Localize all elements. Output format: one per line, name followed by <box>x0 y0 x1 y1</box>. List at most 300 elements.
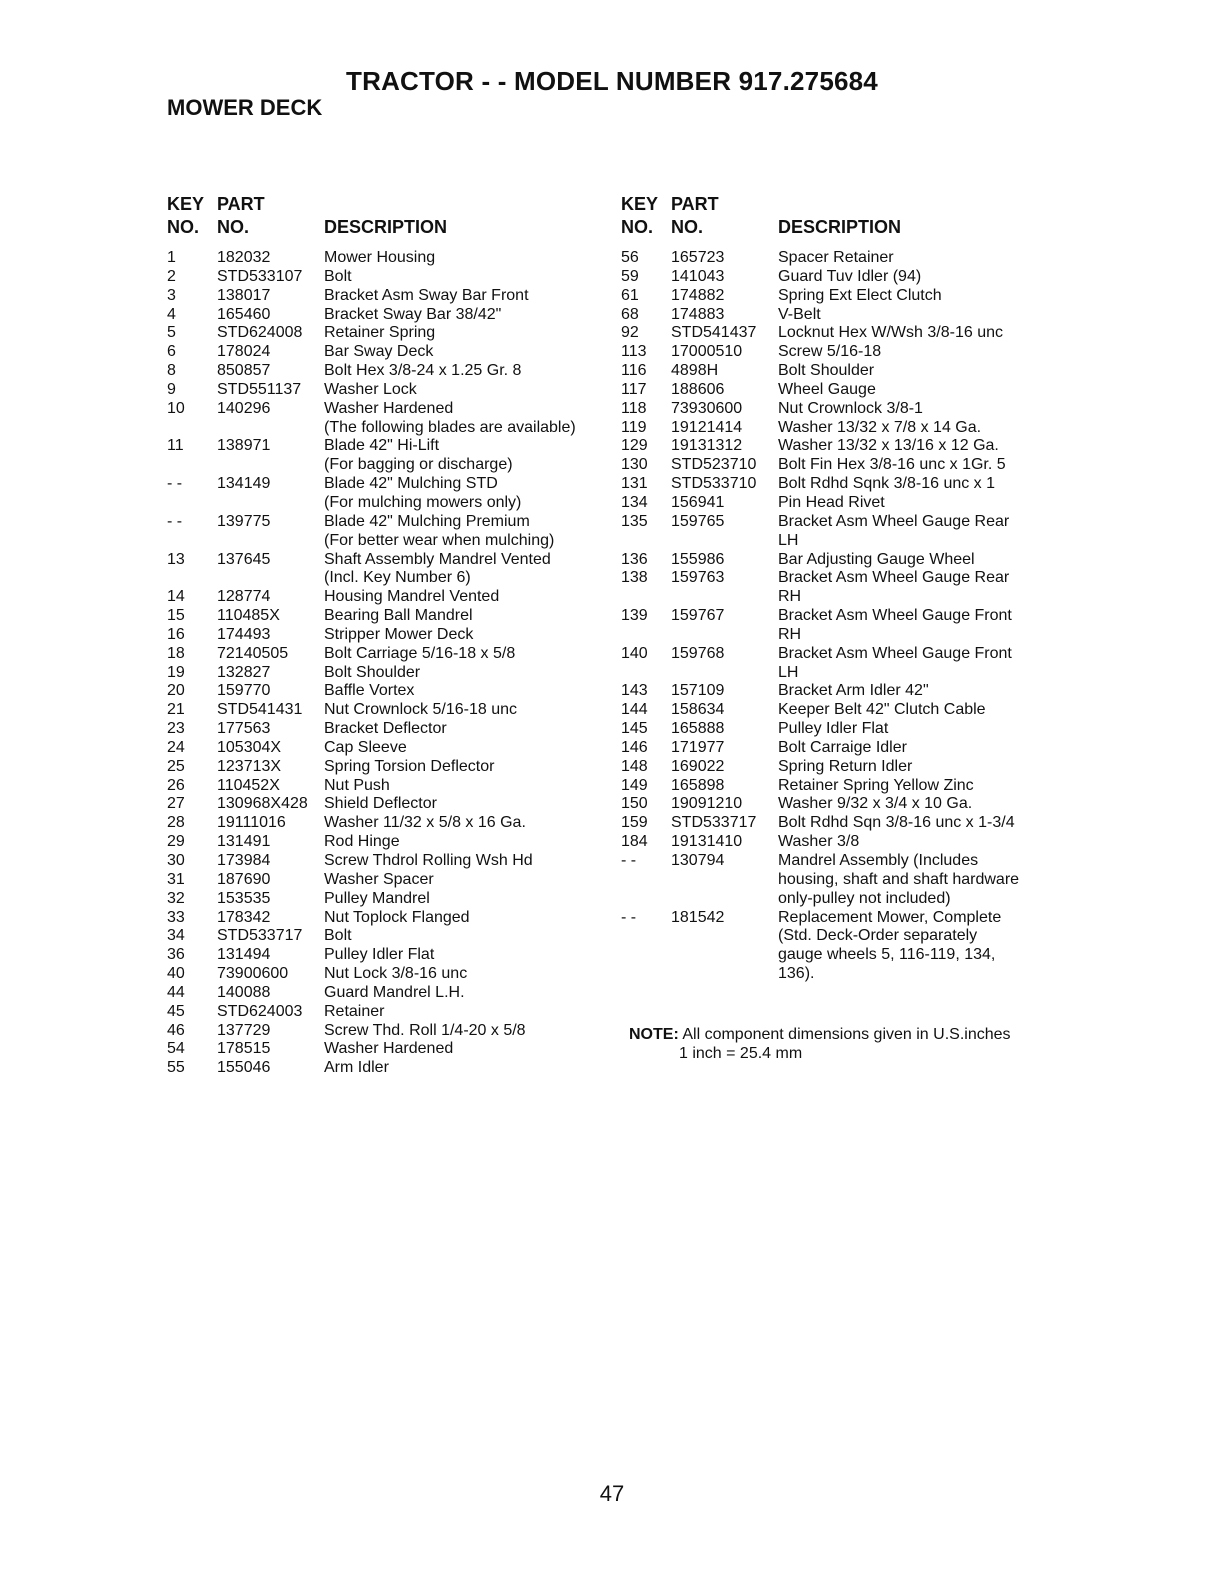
key-no: 45 <box>167 1002 185 1020</box>
description: Wheel Gauge <box>778 380 876 398</box>
part-no: 153535 <box>217 889 271 907</box>
key-no: 55 <box>167 1059 185 1077</box>
key-no: 138 <box>621 569 648 587</box>
description: (Incl. Key Number 6) <box>324 569 471 587</box>
description: Bracket Asm Wheel Gauge Rear <box>778 569 1010 587</box>
key-no: 27 <box>167 795 185 813</box>
key-no: 36 <box>167 946 185 964</box>
description: Nut Crownlock 3/8-1 <box>778 399 923 417</box>
description: Bracket Arm Idler 42" <box>778 682 929 700</box>
part-no: 156941 <box>671 493 725 511</box>
key-no: 145 <box>621 720 648 738</box>
part-no: STD533717 <box>671 814 757 832</box>
description: Nut Toplock Flanged <box>324 908 470 926</box>
part-no: 137729 <box>217 1021 271 1039</box>
page-title: TRACTOR - - MODEL NUMBER 917.275684 <box>346 66 878 96</box>
part-no: 165888 <box>671 720 725 738</box>
description: Shaft Assembly Mandrel Vented <box>324 550 551 568</box>
table-row <box>167 268 607 287</box>
description: Washer 13/32 x 13/16 x 12 Ga. <box>778 437 999 455</box>
description: Washer 9/32 x 3/4 x 10 Ga. <box>778 795 973 813</box>
table-row <box>621 400 1061 419</box>
description: Bracket Asm Wheel Gauge Front <box>778 644 1012 662</box>
column-header <box>167 194 607 242</box>
key-no: 34 <box>167 927 185 945</box>
table-row <box>621 626 1061 645</box>
part-no: STD541431 <box>217 701 303 719</box>
key-no: 184 <box>621 833 648 851</box>
description: Blade 42" Hi-Lift <box>324 437 440 455</box>
key-no: 159 <box>621 814 648 832</box>
part-no: 169022 <box>671 757 725 775</box>
part-no: 159770 <box>217 682 271 700</box>
table-row <box>621 287 1061 306</box>
part-no: 174882 <box>671 286 725 304</box>
key-no: 134 <box>621 493 648 511</box>
key-no: 139 <box>621 607 648 625</box>
table-row <box>167 852 607 871</box>
description: Bracket Asm Sway Bar Front <box>324 286 529 304</box>
part-no: 72140505 <box>217 644 289 662</box>
table-row <box>167 381 607 400</box>
description: Nut Crownlock 5/16-18 unc <box>324 701 517 719</box>
key-header-line2: NO. <box>167 217 200 237</box>
part-no: 137645 <box>217 550 271 568</box>
part-no: 178342 <box>217 908 271 926</box>
table-row <box>621 475 1061 494</box>
description: Arm Idler <box>324 1059 389 1077</box>
description: Bolt Rdhd Sqnk 3/8-16 unc x 1 <box>778 475 996 493</box>
key-no: 25 <box>167 757 185 775</box>
key-no: 61 <box>621 286 639 304</box>
part-no: 123713X <box>217 757 282 775</box>
key-no: - - <box>621 852 637 869</box>
table-row <box>167 871 607 890</box>
part-no: 138017 <box>217 286 271 304</box>
description: Bolt <box>324 927 352 945</box>
description: LH <box>778 663 799 681</box>
table-row <box>621 720 1061 739</box>
description: Shield Deflector <box>324 795 437 813</box>
key-no: 146 <box>621 738 648 756</box>
description: Nut Push <box>324 776 390 794</box>
table-row <box>621 927 1061 946</box>
description: RH <box>778 625 802 643</box>
parts-rows-left <box>167 249 607 1078</box>
key-no: 59 <box>621 267 639 285</box>
description: Washer Lock <box>324 380 417 398</box>
description: Bolt Shoulder <box>324 663 421 681</box>
description: Washer 13/32 x 7/8 x 14 Ga. <box>778 418 982 436</box>
key-no: 129 <box>621 437 648 455</box>
page-number: 47 <box>599 1481 625 1506</box>
part-no: STD541437 <box>671 324 757 342</box>
part-no: 140296 <box>217 399 271 417</box>
part-no: 110452X <box>217 776 280 794</box>
part-no: 158634 <box>671 701 725 719</box>
table-row <box>167 456 607 475</box>
key-no: 140 <box>621 644 648 662</box>
description: Nut Lock 3/8-16 unc <box>324 965 468 983</box>
part-no: 138971 <box>217 437 271 455</box>
description: RH <box>778 588 802 606</box>
table-row <box>621 249 1061 268</box>
key-no: 2 <box>167 267 176 285</box>
table-row <box>167 909 607 928</box>
key-no: 46 <box>167 1021 185 1039</box>
description: Bolt Rdhd Sqn 3/8-16 unc x 1-3/4 <box>778 814 1015 832</box>
table-row <box>621 362 1061 381</box>
table-row <box>621 965 1061 984</box>
key-no: 31 <box>167 870 185 888</box>
key-no: 14 <box>167 588 185 606</box>
description: Washer 11/32 x 5/8 x 16 Ga. <box>324 814 526 832</box>
part-no: STD533717 <box>217 927 303 945</box>
key-no: 54 <box>167 1040 185 1058</box>
description: Replacement Mower, Complete <box>778 908 1002 926</box>
description: Washer Spacer <box>324 870 434 888</box>
part-no: 132827 <box>217 663 271 681</box>
table-row <box>621 795 1061 814</box>
part-no: 165898 <box>671 776 725 794</box>
table-row <box>167 362 607 381</box>
key-no: 150 <box>621 795 648 813</box>
part-no: 73930600 <box>671 399 743 417</box>
key-no: 92 <box>621 324 639 342</box>
table-row <box>167 287 607 306</box>
key-no: 13 <box>167 550 185 568</box>
table-row <box>621 852 1061 871</box>
table-row <box>167 437 607 456</box>
description: Bolt <box>324 267 352 285</box>
table-row <box>621 268 1061 287</box>
key-no: 10 <box>167 399 185 417</box>
part-no: 141043 <box>671 267 725 285</box>
table-row <box>621 551 1061 570</box>
description: Screw 5/16-18 <box>778 343 882 361</box>
table-row <box>167 569 607 588</box>
table-row <box>621 833 1061 852</box>
table-row <box>621 645 1061 664</box>
part-header-line2: NO. <box>671 217 704 237</box>
part-no: 131491 <box>217 833 271 851</box>
part-no: STD523710 <box>671 456 757 474</box>
section-subtitle: MOWER DECK <box>167 95 323 120</box>
part-no: 159768 <box>671 644 725 662</box>
key-no: 118 <box>621 399 647 417</box>
description: Spring Ext Elect Clutch <box>778 286 942 304</box>
description: Spacer Retainer <box>778 249 894 266</box>
note-block <box>629 1025 1011 1063</box>
table-row <box>621 324 1061 343</box>
description: Bracket Deflector <box>324 720 447 738</box>
description: (For mulching mowers only) <box>324 493 522 511</box>
table-row <box>621 758 1061 777</box>
part-no: 174883 <box>671 305 725 323</box>
part-no: 134149 <box>217 475 271 493</box>
key-no: 6 <box>167 343 176 361</box>
table-row <box>621 909 1061 928</box>
description: Bracket Sway Bar 38/42" <box>324 305 502 323</box>
part-no: 19121414 <box>671 418 743 436</box>
part-no: 128774 <box>217 588 271 606</box>
part-no: 178024 <box>217 343 271 361</box>
description-header: DESCRIPTION <box>324 217 448 237</box>
key-no: 130 <box>621 456 648 474</box>
table-row <box>621 777 1061 796</box>
parts-rows-right <box>621 249 1061 984</box>
table-row <box>621 381 1061 400</box>
description: Pulley Idler Flat <box>324 946 435 964</box>
key-no: 56 <box>621 249 639 266</box>
description: Bar Sway Deck <box>324 343 434 361</box>
key-no: - - <box>621 908 637 926</box>
key-no: 136 <box>621 550 648 568</box>
key-no: 119 <box>621 418 647 436</box>
key-no: 9 <box>167 380 176 398</box>
key-no: 29 <box>167 833 185 851</box>
description: Retainer Spring <box>324 324 436 342</box>
description: Spring Torsion Deflector <box>324 757 495 775</box>
part-no: 139775 <box>217 512 271 530</box>
part-no: 155986 <box>671 550 725 568</box>
description: Housing Mandrel Vented <box>324 588 500 606</box>
part-no: STD533710 <box>671 475 757 493</box>
table-row <box>167 645 607 664</box>
key-no: 149 <box>621 776 648 794</box>
key-no: 5 <box>167 324 176 342</box>
part-no: 187690 <box>217 870 271 888</box>
table-row <box>167 984 607 1003</box>
description: Keeper Belt 42" Clutch Cable <box>778 701 986 719</box>
description: Mower Housing <box>324 249 436 266</box>
table-row <box>167 1059 607 1078</box>
description: Screw Thd. Roll 1/4-20 x 5/8 <box>324 1021 526 1039</box>
key-no: 8 <box>167 362 176 380</box>
table-row <box>621 343 1061 362</box>
part-no: 178515 <box>217 1040 271 1058</box>
table-row <box>621 588 1061 607</box>
table-row <box>621 890 1061 909</box>
part-no: 131494 <box>217 946 271 964</box>
key-no: 33 <box>167 908 185 926</box>
table-row <box>167 739 607 758</box>
table-row <box>167 494 607 513</box>
table-row <box>167 777 607 796</box>
description: Spring Return Idler <box>778 757 913 775</box>
table-row <box>167 306 607 325</box>
table-row <box>167 532 607 551</box>
key-no: 144 <box>621 701 648 719</box>
part-no: 188606 <box>671 380 725 398</box>
part-no: 159765 <box>671 512 725 530</box>
part-no: 130968X428 <box>217 795 308 813</box>
part-no: 159767 <box>671 607 725 625</box>
description: Guard Tuv Idler (94) <box>778 267 922 285</box>
description: Bracket Asm Wheel Gauge Front <box>778 607 1012 625</box>
part-no: 19111016 <box>217 814 286 832</box>
table-row <box>167 833 607 852</box>
part-no: 850857 <box>217 362 271 380</box>
description: Bracket Asm Wheel Gauge Rear <box>778 512 1010 530</box>
table-row <box>621 701 1061 720</box>
key-no: 117 <box>621 380 647 398</box>
table-row <box>167 664 607 683</box>
part-header-line1: PART <box>671 194 719 214</box>
key-no: - - <box>167 475 183 493</box>
part-no: STD551137 <box>217 380 302 398</box>
part-no: 17000510 <box>671 343 743 361</box>
column-header <box>621 194 1061 242</box>
table-row <box>167 890 607 909</box>
description: only-pulley not included) <box>778 889 951 907</box>
part-no: 173984 <box>217 852 271 869</box>
table-row <box>621 814 1061 833</box>
description: Bolt Hex 3/8-24 x 1.25 Gr. 8 <box>324 362 522 380</box>
table-row <box>621 946 1061 965</box>
part-no: 110485X <box>217 607 280 625</box>
description: Bolt Shoulder <box>778 362 875 380</box>
key-no: 26 <box>167 776 185 794</box>
table-row <box>167 701 607 720</box>
key-header-line2: NO. <box>621 217 654 237</box>
key-no: 143 <box>621 682 648 700</box>
key-no: 28 <box>167 814 185 832</box>
description: (For better wear when mulching) <box>324 531 555 549</box>
key-no: - - <box>167 512 183 530</box>
table-row <box>167 343 607 362</box>
description: Blade 42" Mulching STD <box>324 475 498 493</box>
table-row <box>621 664 1061 683</box>
description: Locknut Hex W/Wsh 3/8-16 unc <box>778 324 1003 342</box>
table-row <box>167 607 607 626</box>
part-no: 73900600 <box>217 965 289 983</box>
key-no: 15 <box>167 607 185 625</box>
table-row <box>621 739 1061 758</box>
key-header-line1: KEY <box>167 194 205 214</box>
description: housing, shaft and shaft hardware <box>778 870 1020 888</box>
key-no: 4 <box>167 305 176 323</box>
description: 136). <box>778 965 815 983</box>
key-no: 23 <box>167 720 185 738</box>
parts-list-right <box>621 194 1061 984</box>
part-no: 105304X <box>217 738 282 756</box>
table-row <box>621 682 1061 701</box>
key-no: 16 <box>167 625 185 643</box>
note-text: All component dimensions given in U.S.inches <box>682 1026 1011 1043</box>
table-row <box>621 513 1061 532</box>
part-no: 174493 <box>217 625 271 643</box>
key-no: 19 <box>167 663 185 681</box>
table-row <box>167 758 607 777</box>
part-no: 165723 <box>671 249 725 266</box>
table-row <box>167 419 607 438</box>
description: Stripper Mower Deck <box>324 625 474 643</box>
table-row <box>167 682 607 701</box>
description: Bearing Ball Mandrel <box>324 607 473 625</box>
table-row <box>167 927 607 946</box>
table-row <box>167 475 607 494</box>
description: gauge wheels 5, 116-119, 134, <box>778 946 996 964</box>
key-no: 11 <box>167 437 184 455</box>
part-no: 177563 <box>217 720 271 738</box>
description-header: DESCRIPTION <box>778 217 902 237</box>
table-row <box>167 720 607 739</box>
description: LH <box>778 531 799 549</box>
part-no: 4898H <box>671 362 719 380</box>
table-row <box>621 569 1061 588</box>
part-no: STD624008 <box>217 324 303 342</box>
part-no: 155046 <box>217 1059 271 1077</box>
table-row <box>167 1003 607 1022</box>
part-no: 19131410 <box>671 833 743 851</box>
description: Pin Head Rivet <box>778 493 885 511</box>
description: Washer 3/8 <box>778 833 860 851</box>
part-no: 140088 <box>217 983 271 1001</box>
description: Blade 42" Mulching Premium <box>324 512 530 530</box>
description: (For bagging or discharge) <box>324 456 513 474</box>
description: Pulley Idler Flat <box>778 720 889 738</box>
key-no: 131 <box>621 475 648 493</box>
key-header-line1: KEY <box>621 194 659 214</box>
table-row <box>621 456 1061 475</box>
table-row <box>167 324 607 343</box>
part-no: STD624003 <box>217 1002 303 1020</box>
description: Bar Adjusting Gauge Wheel <box>778 550 975 568</box>
key-no: 113 <box>621 343 647 361</box>
description: Baffle Vortex <box>324 682 415 700</box>
table-row <box>167 513 607 532</box>
key-no: 116 <box>621 362 647 380</box>
table-row <box>621 494 1061 513</box>
key-no: 135 <box>621 512 648 530</box>
part-no: STD533107 <box>217 267 303 285</box>
key-no: 24 <box>167 738 185 756</box>
key-no: 21 <box>167 701 185 719</box>
description: (Std. Deck-Order separately <box>778 927 978 945</box>
table-row <box>167 1022 607 1041</box>
description: Bolt Carraige Idler <box>778 738 907 756</box>
table-row <box>621 607 1061 626</box>
key-no: 32 <box>167 889 185 907</box>
table-row <box>167 626 607 645</box>
description: Washer Hardened <box>324 1040 454 1058</box>
parts-list-left <box>167 194 607 1078</box>
key-no: 18 <box>167 644 185 662</box>
part-no: 159763 <box>671 569 725 587</box>
description: Retainer Spring Yellow Zinc <box>778 776 974 794</box>
table-row <box>167 400 607 419</box>
table-row <box>621 437 1061 456</box>
table-row <box>167 588 607 607</box>
table-row <box>167 551 607 570</box>
description: (The following blades are available) <box>324 418 576 436</box>
part-no: 19091210 <box>671 795 743 813</box>
note-conversion: 1 inch = 25.4 mm <box>679 1045 803 1062</box>
key-no: 1 <box>167 249 176 266</box>
part-no: 181542 <box>671 908 725 926</box>
key-no: 68 <box>621 305 639 323</box>
key-no: 30 <box>167 852 185 869</box>
part-no: 182032 <box>217 249 271 266</box>
part-no: 19131312 <box>671 437 743 455</box>
table-row <box>167 814 607 833</box>
table-row <box>167 249 607 268</box>
description: Mandrel Assembly (Includes <box>778 852 979 869</box>
key-no: 44 <box>167 983 185 1001</box>
description: Pulley Mandrel <box>324 889 430 907</box>
table-row <box>167 1040 607 1059</box>
